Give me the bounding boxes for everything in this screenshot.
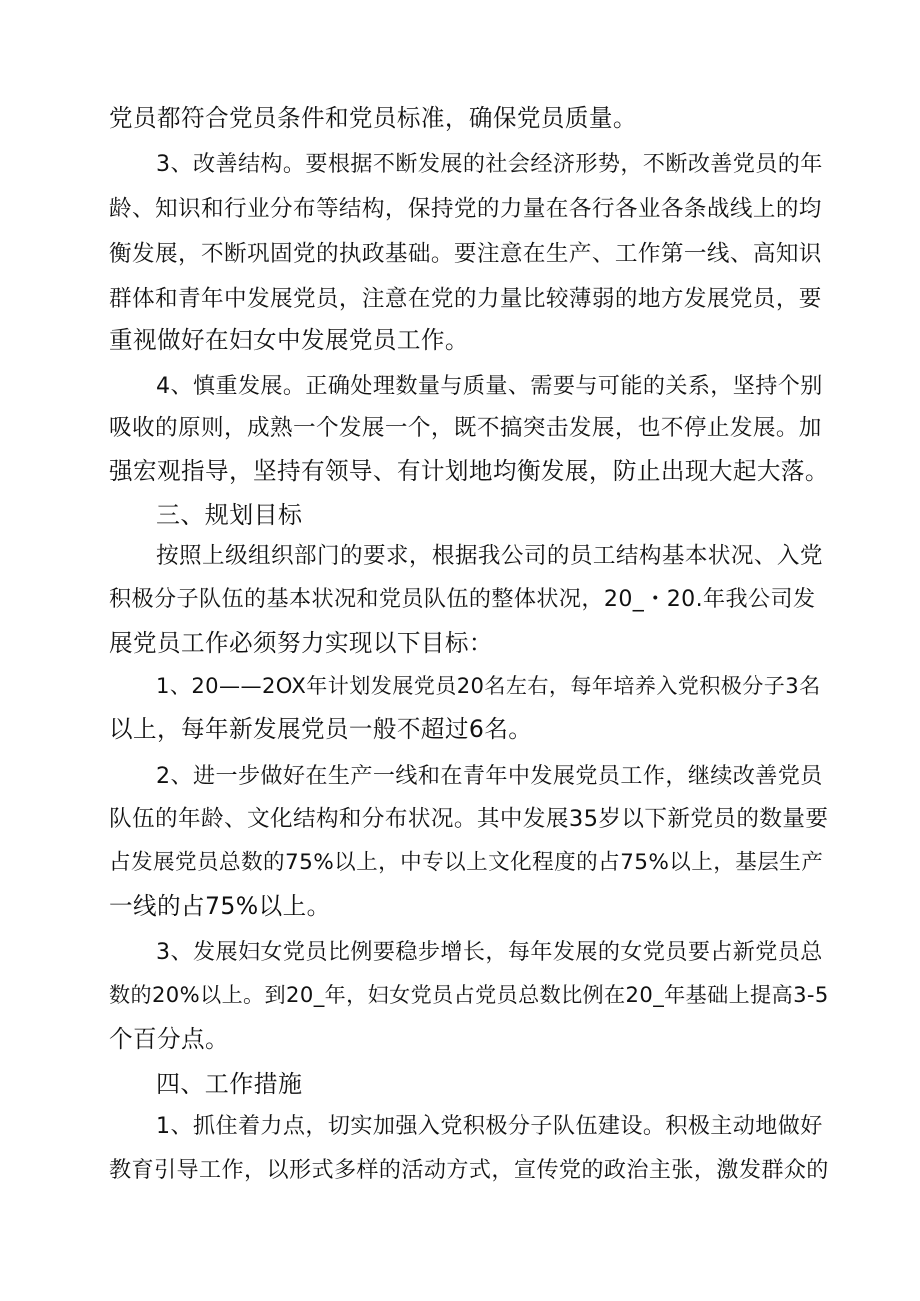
section-heading: 三、规划目标 <box>156 501 303 529</box>
text-line: 数的20%以上。到20_年，妇女党员占党员总数比例在20_年基础上提高3-5 <box>109 982 829 1007</box>
section-heading: 四、工作措施 <box>156 1070 303 1098</box>
text-line: 重视做好在妇女中发展党员工作。 <box>109 326 469 354</box>
text-line: 以上，每年新发展党员一般不超过6名。 <box>109 715 533 743</box>
text-line: 党员都符合党员条件和党员标准，确保党员质量。 <box>109 104 637 132</box>
text-line: 教育引导工作，以形式多样的活动方式，宣传党的政治主张，激发群众的 <box>109 1157 829 1183</box>
text-line: 积极分子队伍的基本状况和党员队伍的整体状况，20_・20.年我公司发 <box>109 586 816 612</box>
text-line: 4、慎重发展。正确处理数量与质量、需要与可能的关系，坚持个别 <box>156 373 823 399</box>
text-line: 1、20——2OX年计划发展党员20名左右，每年培养入党积极分子3名 <box>156 673 821 698</box>
text-line: 队伍的年龄、文化结构和分布状况。其中发展35岁以下新党员的数量要 <box>109 806 829 832</box>
text-line: 群体和青年中发展党员，注意在党的力量比较薄弱的地方发展党员，要 <box>109 286 822 312</box>
text-line: 1、抓住着力点，切实加强入党积极分子队伍建设。积极主动地做好 <box>156 1113 823 1139</box>
text-line: 吸收的原则，成熟一个发展一个，既不搞突击发展，也不停止发展。加 <box>109 415 822 441</box>
text-line: 一线的占75%以上。 <box>109 892 331 920</box>
text-line: 强宏观指导，坚持有领导、有计划地均衡发展，防止出现大起大落。 <box>109 457 829 485</box>
text-line: 个百分点。 <box>109 1025 229 1053</box>
text-line: 3、发展妇女党员比例要稳步增长，每年发展的女党员要占新党员总 <box>156 939 823 965</box>
text-line: 展党员工作必须努力实现以下目标： <box>109 629 493 657</box>
text-line: 按照上级组织部门的要求，根据我公司的员工结构基本状况、入党 <box>156 543 823 569</box>
text-line: 占发展党员总数的75%以上，中专以上文化程度的占75%以上，基层生产 <box>109 850 824 875</box>
text-line: 2、进一步做好在生产一线和在青年中发展党员工作，继续改善党员 <box>156 763 823 789</box>
text-line: 3、改善结构。要根据不断发展的社会经济形势，不断改善党员的年 <box>156 151 823 177</box>
text-line: 衡发展，不断巩固党的执政基础。要注意在生产、工作第一线、高知识 <box>109 241 822 267</box>
text-line: 龄、知识和行业分布等结构，保持党的力量在各行各业各条战线上的均 <box>109 196 822 222</box>
